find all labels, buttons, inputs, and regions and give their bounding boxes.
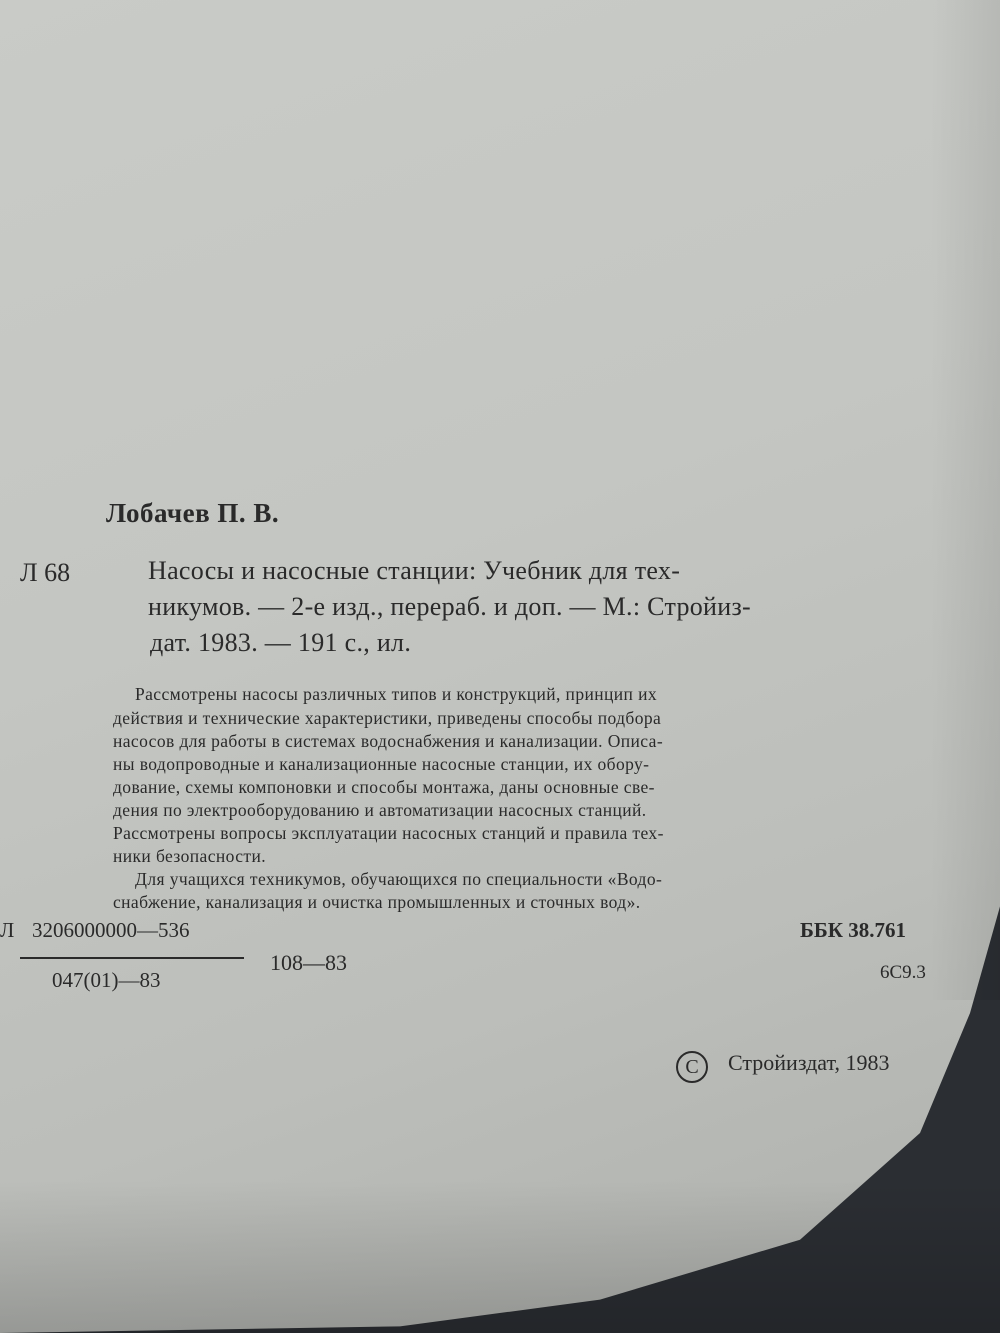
abstract-line-3: насосов для работы в системах водоснабжения и канализации. Описа- [113,731,664,751]
abstract-line-2: действия и технические характеристики, приведены способы подбора [113,708,662,728]
abstract-line-7: Рассмотрены вопросы эксплуатации насосных станций и правила тех- [113,823,664,843]
title-line-1: Насосы и насосные станции: Учебник для тех- [148,556,681,585]
abstract-line-1: Рассмотрены насосы различных типов и конструкций, принцип их [135,684,657,704]
catalog-code: Л 68 [20,558,71,587]
abstract-line-4: ны водопроводные и канализационные насосные станции, их обору- [113,754,650,774]
audience-line-2: снабжение, канализация и очистка промышленных и сточных вод». [113,892,641,912]
classification-code: 6С9.3 [880,962,926,983]
abstract-line-6: дения по электрооборудованию и автоматизации насосных станций. [113,800,647,820]
book-author: Лобачев П. В. [106,498,280,528]
copyright-icon: С [676,1051,708,1083]
fraction-line [20,957,244,959]
title-line-3: дат. 1983. — 191 с., ил. [150,628,412,657]
page-shadow [930,0,1000,1000]
index-numerator: 3206000000—536 [32,918,190,942]
title-line-2: никумов. — 2-е изд., перераб. и доп. — М.: Стройиз- [148,592,752,621]
index-denominator: 047(01)—83 [52,968,161,992]
bbk-code: ББК 38.761 [800,918,906,942]
abstract-line-8: ники безопасности. [113,846,266,866]
index-number: 108—83 [270,950,347,975]
index-prefix: Л [0,918,15,942]
abstract-line-5: дование, схемы компоновки и способы монтажа, даны основные све- [113,777,655,797]
audience-line-1: Для учащихся техникумов, обучающихся по специальности «Водо- [135,869,663,889]
copyright-text: Стройиздат, 1983 [728,1050,890,1075]
